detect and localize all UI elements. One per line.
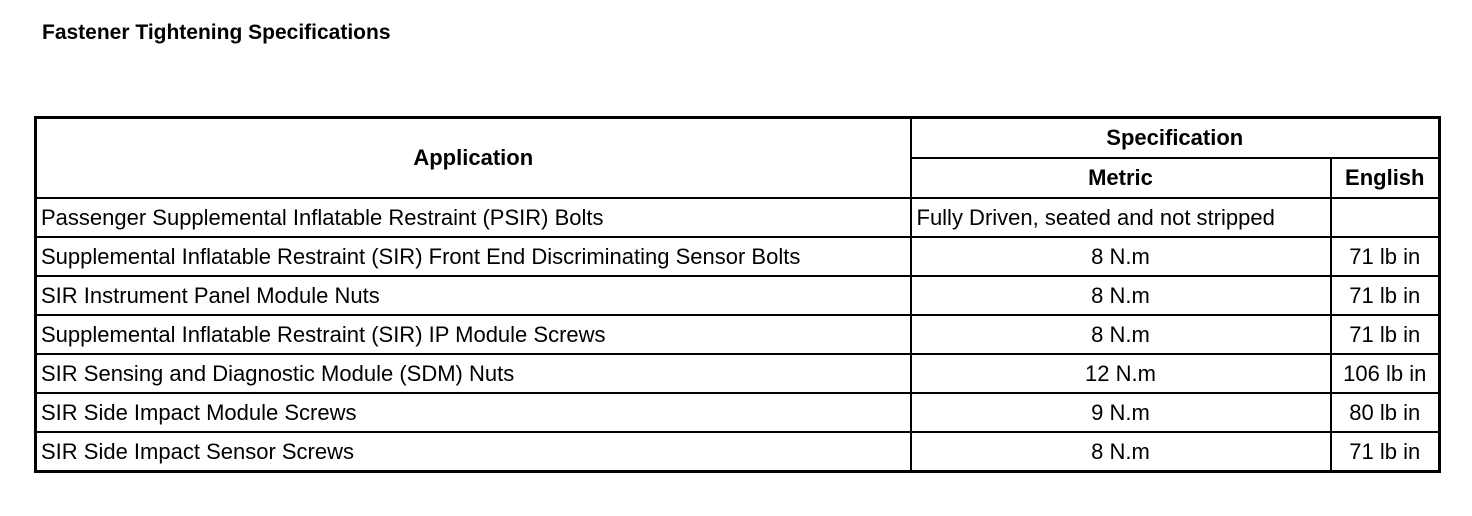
header-application: Application: [36, 118, 911, 199]
cell-application: SIR Instrument Panel Module Nuts: [36, 276, 911, 315]
document-title: Fastener Tightening Specifications: [42, 21, 391, 44]
cell-metric: Fully Driven, seated and not stripped: [911, 198, 1331, 237]
fastener-spec-table: [34, 116, 1441, 473]
cell-application: Passenger Supplemental Inflatable Restraint (PSIR) Bolts: [36, 198, 911, 237]
cell-metric: 8 N.m: [911, 432, 1331, 472]
header-specification: Specification: [911, 118, 1440, 159]
cell-english: 71 lb in: [1331, 432, 1440, 472]
table-row: [36, 393, 1440, 432]
cell-application: Supplemental Inflatable Restraint (SIR) IP Module Screws: [36, 315, 911, 354]
cell-english: [1331, 198, 1440, 237]
table-row: [36, 198, 1440, 237]
cell-english: 71 lb in: [1331, 315, 1440, 354]
table-row: [36, 276, 1440, 315]
cell-english: 71 lb in: [1331, 237, 1440, 276]
table-row: [36, 432, 1440, 472]
cell-english: 80 lb in: [1331, 393, 1440, 432]
cell-application: SIR Sensing and Diagnostic Module (SDM) Nuts: [36, 354, 911, 393]
cell-metric: 8 N.m: [911, 315, 1331, 354]
cell-application: SIR Side Impact Sensor Screws: [36, 432, 911, 472]
header-english: English: [1331, 158, 1440, 198]
cell-metric: 9 N.m: [911, 393, 1331, 432]
header-row-top: [36, 118, 1440, 159]
cell-application: Supplemental Inflatable Restraint (SIR) Front End Discriminating Sensor Bolts: [36, 237, 911, 276]
cell-metric: 12 N.m: [911, 354, 1331, 393]
header-metric: Metric: [911, 158, 1331, 198]
cell-metric: 8 N.m: [911, 237, 1331, 276]
cell-application: SIR Side Impact Module Screws: [36, 393, 911, 432]
table-row: [36, 237, 1440, 276]
table-row: [36, 354, 1440, 393]
cell-metric: 8 N.m: [911, 276, 1331, 315]
cell-english: 71 lb in: [1331, 276, 1440, 315]
table-row: [36, 315, 1440, 354]
cell-english: 106 lb in: [1331, 354, 1440, 393]
